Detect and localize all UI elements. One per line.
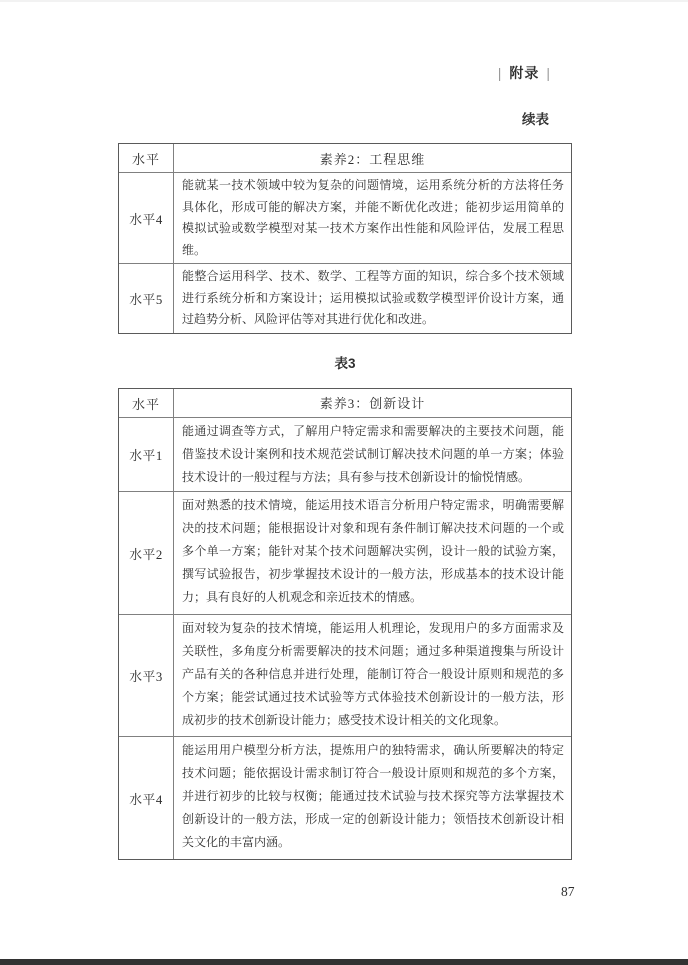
level-cell: 水平4: [119, 173, 174, 263]
table-header-row: [119, 389, 571, 417]
table-row: [119, 491, 571, 614]
table-row: [119, 417, 571, 491]
continued-table-label: 续表: [522, 112, 549, 127]
table-header-level: 水平: [119, 389, 174, 417]
table-header-title: 素养3：创新设计: [319, 395, 426, 411]
description-cell: 能就某一技术领域中较为复杂的问题情境，运用系统分析的方法将任务具体化，形成可能的解决方案，并能不断优化改进；能初步运用简单的模拟试验或数学模型对某一技术方案作出性能和风险评估，发展工程思维。: [182, 178, 564, 257]
running-head-label: 附录: [509, 65, 540, 81]
table-row: [119, 263, 571, 333]
table-header-title: 素养2：工程思维: [319, 151, 426, 167]
level-cell: 水平2: [119, 492, 174, 614]
page-bottom-edge: [0, 959, 688, 965]
description-cell: 能通过调查等方式，了解用户特定需求和需要解决的主要技术问题，能借鉴技术设计案例和技术规范尝试制订解决技术问题的单一方案；体验技术设计的一般过程与方法；具有参与技术创新设计的愉悦情感。: [182, 424, 564, 484]
running-head-right-bar: |: [546, 65, 551, 81]
page-number: 87: [561, 884, 575, 899]
table-3-caption: 表3: [334, 356, 356, 371]
level-cell: 水平3: [119, 615, 174, 736]
table-header-level: 水平: [119, 144, 174, 172]
table-competency-3: [118, 388, 572, 860]
running-head: [491, 64, 558, 82]
description-cell: 面对熟悉的技术情境，能运用技术语言分析用户特定需求，明确需要解决的技术问题；能根据设计对象和现有条件制订解决技术问题的一个或多个单一方案；能针对某个技术问题解决实例，设计一般的试验方案，撰写试验报告，初步掌握技术设计的一般方法，形成基本的技术设计能力；具有良好的人机观念和亲近技术的情感。: [182, 498, 564, 604]
table-row: [119, 172, 571, 263]
table-competency-2: [118, 143, 572, 334]
table-header-row: [119, 144, 571, 172]
table-row: [119, 614, 571, 736]
description-cell: 面对较为复杂的技术情境，能运用人机理论，发现用户的多方面需求及关联性，多角度分析需要解决的技术问题；通过多种渠道搜集与所设计产品有关的各种信息并进行处理，能制订符合一般设计原则和规范的多个方案；能尝试通过技术试验等方式体验技术创新设计的一般方法，形成初步的技术创新设计能力；感受技术设计相关的文化现象。: [182, 621, 564, 727]
running-head-left-bar: |: [497, 65, 503, 81]
page-top-edge: [0, 0, 688, 2]
description-cell: 能整合运用科学、技术、数学、工程等方面的知识，综合多个技术领域进行系统分析和方案设计；运用模拟试验或数学模型评价设计方案，通过趋势分析、风险评估等对其进行优化和改进。: [182, 269, 564, 326]
level-cell: 水平4: [119, 737, 174, 859]
level-cell: 水平1: [119, 418, 174, 491]
level-cell: 水平5: [119, 264, 174, 333]
description-cell: 能运用用户模型分析方法，提炼用户的独特需求，确认所要解决的特定技术问题；能依据设计需求制订符合一般设计原则和规范的多个方案，并进行初步的比较与权衡；能通过技术试验与技术探究等方法掌握技术创新设计的一般方法，形成一定的创新设计能力；领悟技术创新设计相关文化的丰富内涵。: [182, 743, 564, 849]
table-row: [119, 736, 571, 859]
